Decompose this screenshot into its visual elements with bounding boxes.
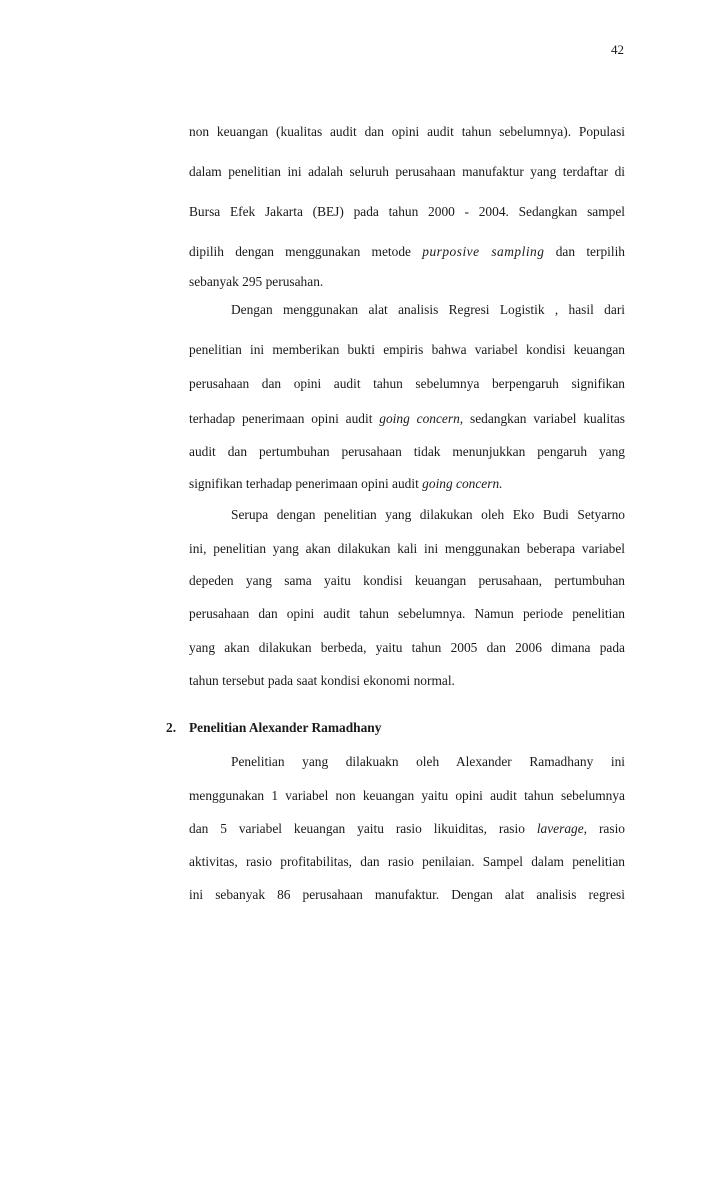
paragraph-4-line-3-text-b: rasio	[598, 821, 625, 836]
paragraph-1-line-3: Bursa Efek Jakarta (BEJ) pada tahun 2000 - 2004. Sedangkan sampel	[189, 204, 625, 219]
emphasis-purposive-sampling: purposive sampling	[422, 244, 545, 259]
section-heading	[166, 718, 381, 738]
paragraph-3-line-5: yang akan dilakukan berbeda, yaitu tahun 2005 dan 2006 dimana pada	[189, 640, 625, 655]
paragraph-4-line-5: ini sebanyak 86 perusahaan manufaktur. Dengan alat analisis regresi	[189, 887, 625, 902]
paragraph-2-line-4-text-b: sedangkan variabel kualitas	[469, 411, 625, 426]
paragraph-3-line-4: perusahaan dan opini audit tahun sebelumnya. Namun periode penelitian	[189, 606, 625, 621]
paragraph-1-line-4	[189, 242, 625, 262]
paragraph-3-line-6: tahun tersebut pada saat kondisi ekonomi normal.	[189, 673, 455, 688]
paragraph-1-line-2: dalam penelitian ini adalah seluruh perusahaan manufaktur yang terdaftar di	[189, 164, 625, 179]
paragraph-2-line-4	[189, 409, 625, 429]
paragraph-3-line-1: Serupa dengan penelitian yang dilakukan oleh Eko Budi Setyarno	[231, 507, 625, 522]
page-number: 42	[611, 42, 624, 57]
paragraph-1-line-4-text-b: dan terpilih	[555, 244, 625, 259]
paragraph-2-line-5: audit dan pertumbuhan perusahaan tidak menunjukkan pengaruh yang	[189, 444, 625, 459]
section-title: Penelitian Alexander Ramadhany	[189, 720, 382, 735]
emphasis-going-concern: going concern,	[379, 411, 464, 426]
paragraph-3-line-3: depeden yang sama yaitu kondisi keuangan perusahaan, pertumbuhan	[189, 573, 625, 588]
paragraph-3-line-2: ini, penelitian yang akan dilakukan kali ini menggunakan beberapa variabel	[189, 541, 625, 556]
paragraph-2-line-6-text-a: signifikan terhadap penerimaan opini audit	[189, 476, 419, 491]
paragraph-1-line-4-text-a: dipilih dengan menggunakan metode	[189, 244, 411, 259]
section-number: 2.	[166, 720, 177, 735]
paragraph-2-line-1: Dengan menggunakan alat analisis Regresi Logistik , hasil dari	[231, 302, 625, 317]
paragraph-2-line-2: penelitian ini memberikan bukti empiris bahwa variabel kondisi keuangan	[189, 342, 625, 357]
paragraph-4-line-4: aktivitas, rasio profitabilitas, dan rasio penilaian. Sampel dalam penelitian	[189, 854, 625, 869]
paragraph-2-line-6	[189, 474, 625, 494]
paragraph-1-line-5: sebanyak 295 perusahan.	[189, 274, 324, 289]
paragraph-1-line-1: non keuangan (kualitas audit dan opini audit tahun sebelumnya). Populasi	[189, 124, 625, 139]
paragraph-4-line-3	[189, 819, 625, 839]
paragraph-2-line-4-text-a: terhadap penerimaan opini audit	[189, 411, 373, 426]
emphasis-going-concern-2: going concern.	[422, 476, 503, 491]
paragraph-4-line-1: Penelitian yang dilakuakn oleh Alexander Ramadhany ini	[231, 754, 625, 769]
paragraph-2-line-3: perusahaan dan opini audit tahun sebelumnya berpengaruh signifikan	[189, 376, 625, 391]
emphasis-laverage: laverage,	[536, 821, 588, 836]
paragraph-4-line-2: menggunakan 1 variabel non keuangan yaitu opini audit tahun sebelumnya	[189, 788, 625, 803]
paragraph-4-line-3-text-a: dan 5 variabel keuangan yaitu rasio likuiditas, rasio	[189, 821, 525, 836]
